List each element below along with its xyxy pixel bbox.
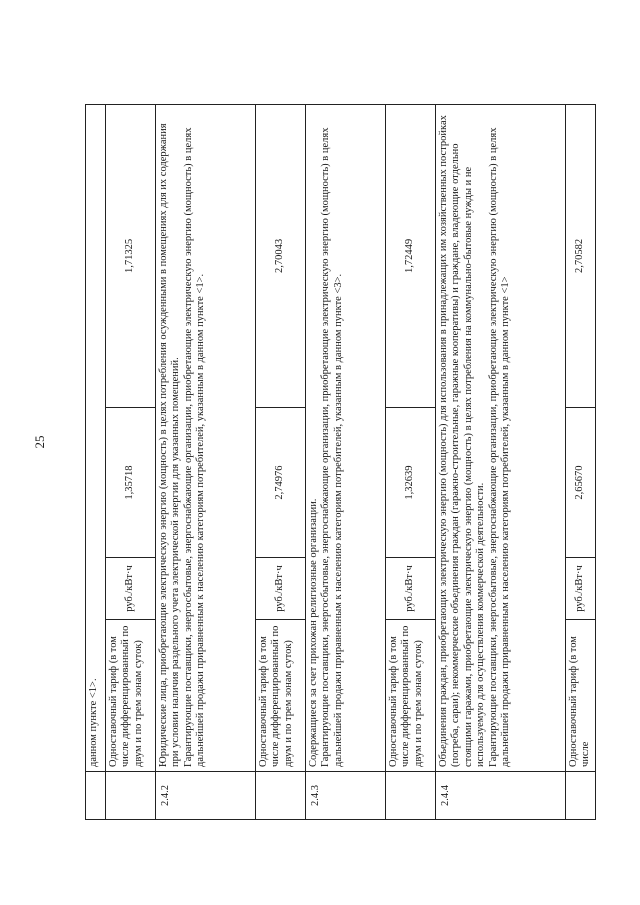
unit-cell: руб./кВт·ч bbox=[566, 558, 596, 620]
page-number: 25 bbox=[32, 435, 47, 449]
table-row bbox=[386, 104, 436, 819]
row-description: данном пункте <1>. bbox=[86, 104, 106, 771]
unit-cell: руб./кВт·ч bbox=[106, 558, 156, 620]
number-cell bbox=[106, 772, 156, 820]
tariff-label: Одноставочный тариф (в том числе дифференцированный по двум и по трем зонам суток) bbox=[256, 620, 306, 772]
table-row bbox=[306, 104, 386, 819]
tariff-table-page bbox=[85, 105, 590, 820]
item-number: 2.4.4 bbox=[436, 772, 566, 820]
tariff-value: 2,74976 bbox=[256, 408, 306, 558]
description-paragraph: Объединения граждан, приобретающих электрическую энергию (мощность) для использования в принадлежащих им хозяйственных постройках (погреба, сараи); некоммерческие объединения граждан (гаражно-строительные, гаражные кооперативы) и граждане, владеющие отдельно стоящими гаражами, приобретающие электрическую энергию (мощность) в целях потребления на коммунально-бытовые нужды и не используемую для осуществления коммерческой деятельности. bbox=[438, 115, 487, 767]
description-paragraph: Гарантирующие поставщики, энергосбытовые, энергоснабжающие организации, приобретающие электрическую энергию (мощность) в целях дальнейшей продажи приравненным к населению категориям потребителей, указанным в данном пункте <3>. bbox=[320, 127, 344, 767]
tariff-value: 2,70582 bbox=[566, 104, 596, 407]
description-paragraph: Гарантирующие поставщики, энергосбытовые, энергоснабжающие организации, приобретающие электрическую энергию (мощность) в целях дальнейшей продажи приравненным к населению категориям потребителей, указанным в данном пункте <1>. bbox=[182, 127, 207, 767]
tariff-value: 1,71325 bbox=[106, 104, 156, 407]
item-number: 2.4.3 bbox=[306, 772, 386, 820]
table-row bbox=[566, 104, 596, 819]
row-description bbox=[306, 104, 386, 771]
tariff-table bbox=[85, 104, 596, 820]
tariff-value: 2,70043 bbox=[256, 104, 306, 407]
number-cell bbox=[386, 772, 436, 820]
description-paragraph: Содержащиеся за счет прихожан религиозные организации. bbox=[308, 498, 319, 767]
table-row bbox=[106, 104, 156, 819]
unit-cell: руб./кВт·ч bbox=[386, 558, 436, 620]
number-cell bbox=[256, 772, 306, 820]
item-number: 2.4.2 bbox=[156, 772, 256, 820]
tariff-label: Одноставочный тариф (в том числе дифференцированный по двум и по трем зонам суток) bbox=[106, 620, 156, 772]
table-row bbox=[436, 104, 566, 819]
row-description bbox=[156, 104, 256, 771]
description-paragraph: Юридические лица, приобретающие электрическую энергию (мощность) в целях потребления осужденными в помещениях для их содержания при условии наличия раздельного учета электрической энергии для указанных помещений. bbox=[158, 123, 182, 767]
description-paragraph: Гарантирующие поставщики, энергосбытовые, энергоснабжающие организации, приобретающие электрическую энергию (мощность) в целях дальнейшей продажи приравненным к населению категориям потребителей, указанным в данном пункте <1> bbox=[487, 127, 511, 767]
tariff-label: Одноставочный тариф (в том числе bbox=[566, 620, 596, 772]
table-row bbox=[156, 104, 256, 819]
row-description bbox=[436, 104, 566, 771]
tariff-label: Одноставочный тариф (в том числе дифференцированный по двум и по трем зонам суток) bbox=[386, 620, 436, 772]
tariff-value: 2,65670 bbox=[566, 408, 596, 558]
tariff-value: 1,72449 bbox=[386, 104, 436, 407]
table-row bbox=[86, 104, 106, 819]
tariff-value: 1,35718 bbox=[106, 408, 156, 558]
number-cell bbox=[86, 772, 106, 820]
unit-cell: руб./кВт·ч bbox=[256, 558, 306, 620]
tariff-value: 1,32639 bbox=[386, 408, 436, 558]
table-row bbox=[256, 104, 306, 819]
number-cell bbox=[566, 772, 596, 820]
